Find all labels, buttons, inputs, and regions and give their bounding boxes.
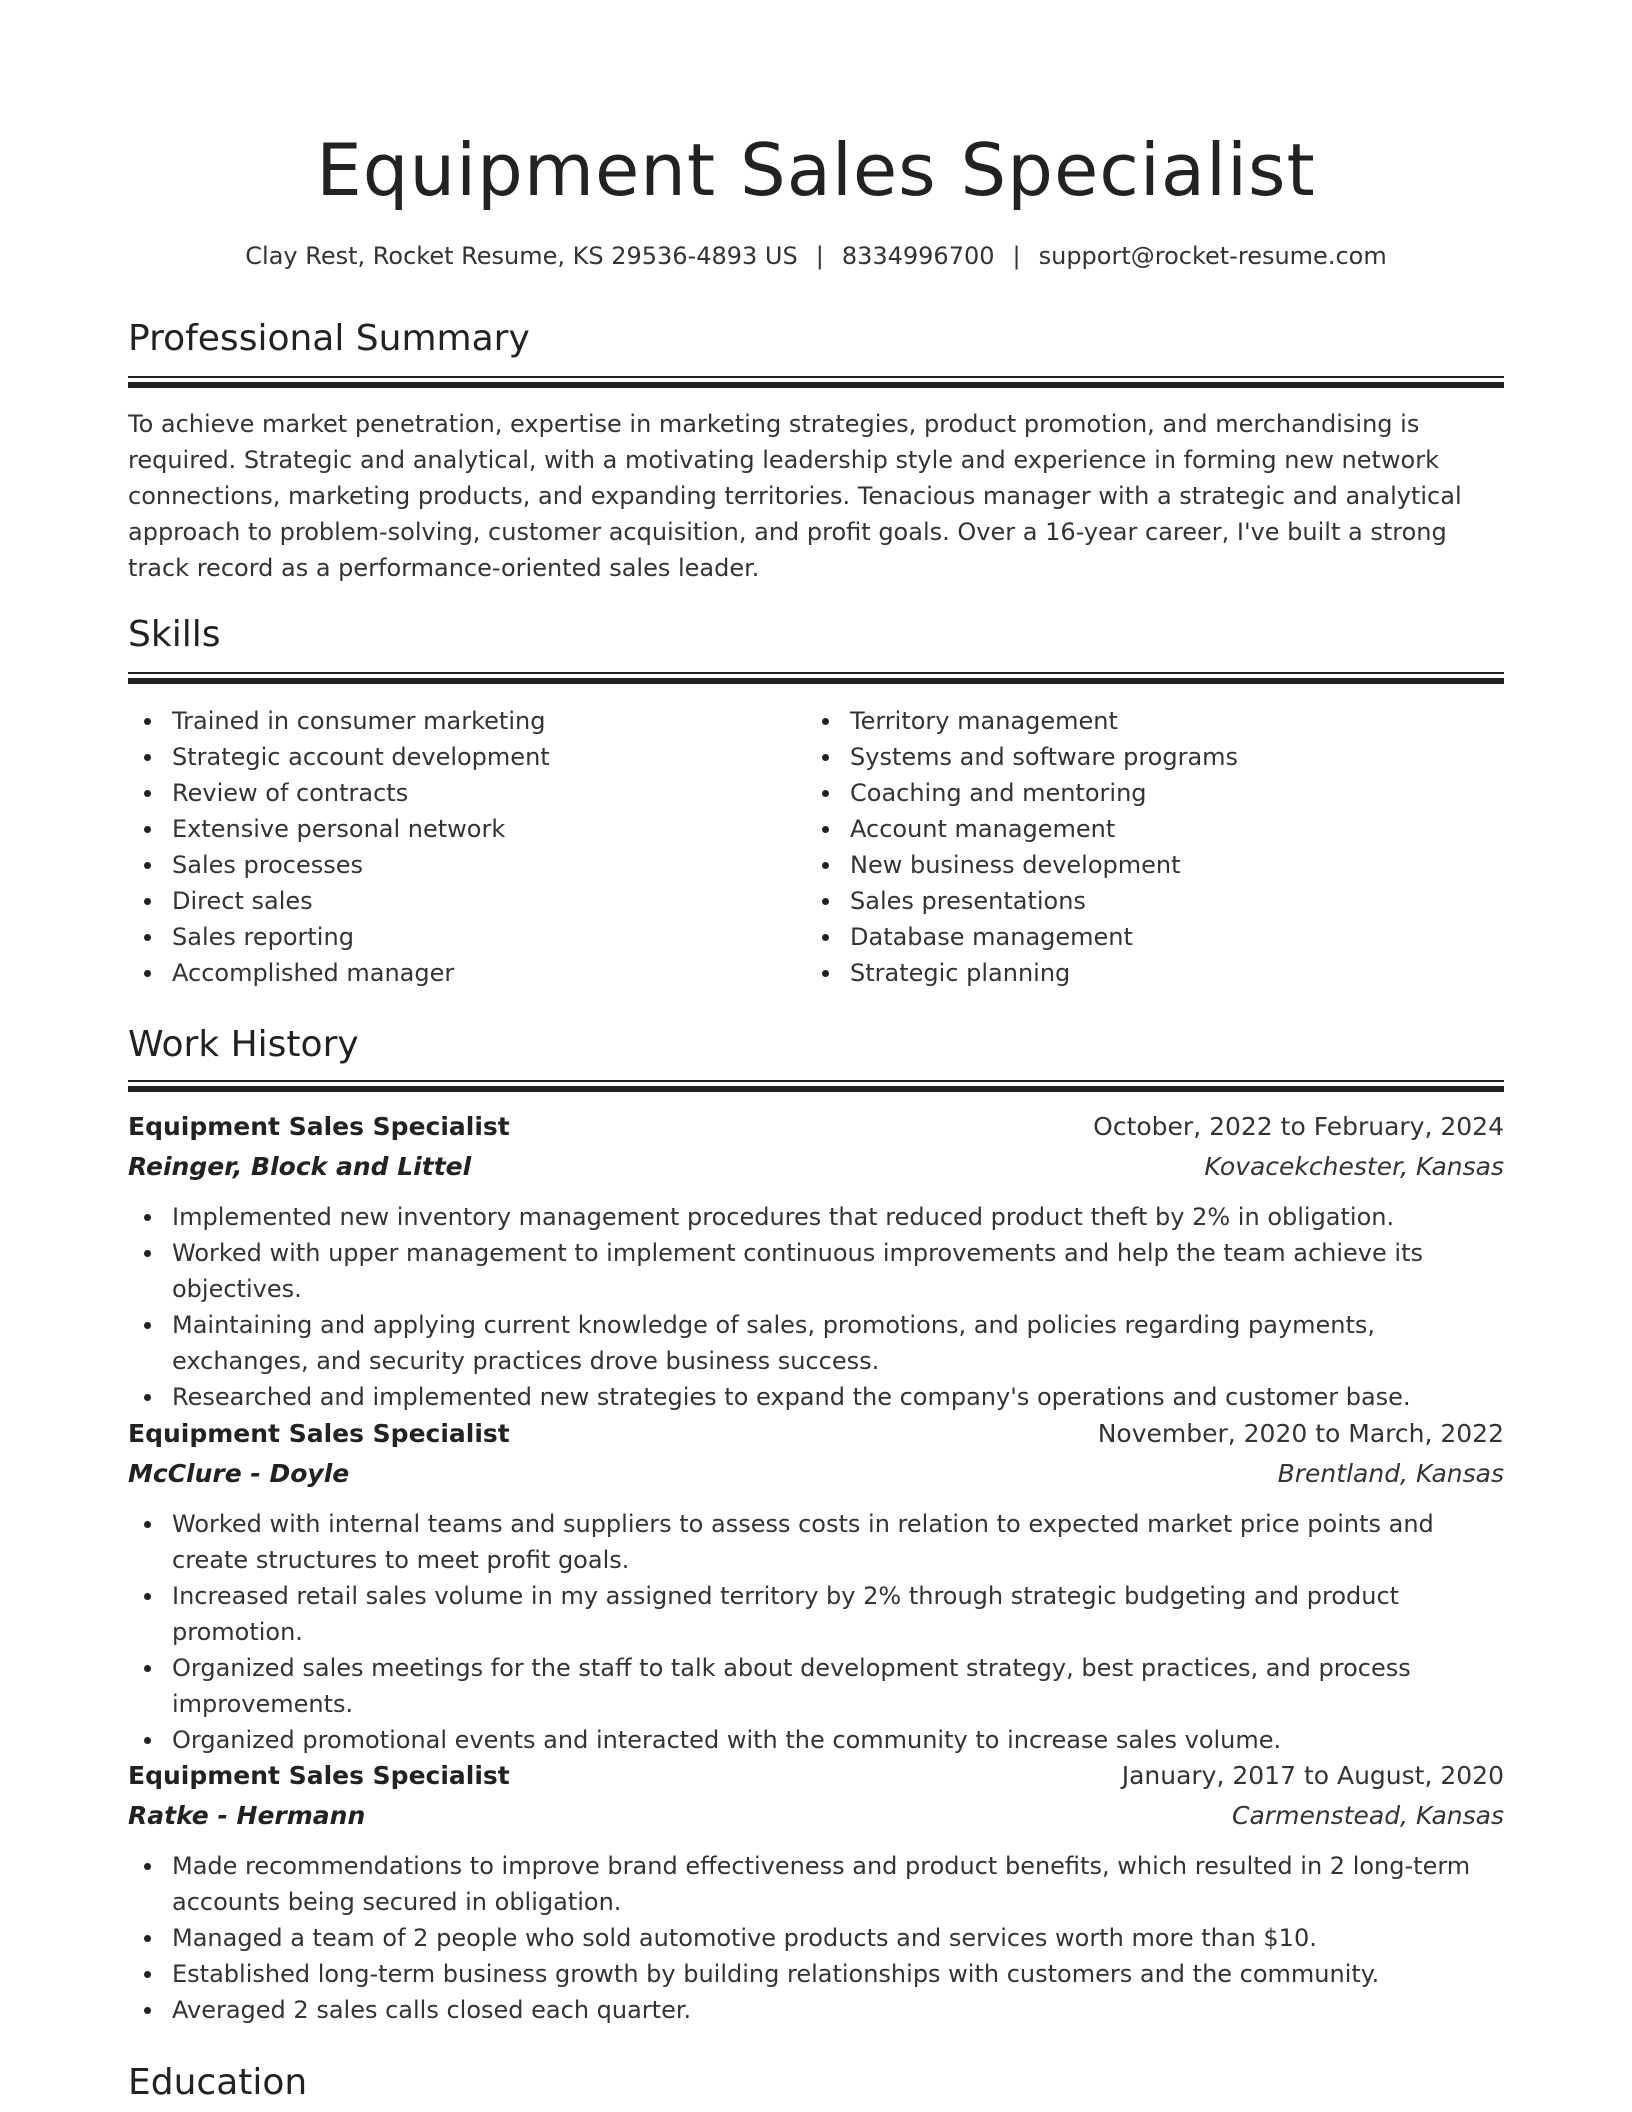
skill-item: New business development <box>806 847 1446 883</box>
job-title: Equipment Sales Specialist <box>128 1761 510 1790</box>
skill-item: Territory management <box>806 703 1446 739</box>
job-title: Equipment Sales Specialist <box>128 1419 510 1448</box>
skill-item: Sales reporting <box>128 919 768 955</box>
skills-right-column <box>806 703 1446 991</box>
job-bullet: Researched and implemented new strategies to expand the company's operations and customer base. <box>128 1379 1504 1415</box>
skill-item: Coaching and mentoring <box>806 775 1446 811</box>
job-title: Equipment Sales Specialist <box>128 1112 510 1141</box>
job-bullet: Made recommendations to improve brand effectiveness and product benefits, which resulted in 2 long-term accounts being secured in obligation. <box>128 1848 1504 1920</box>
job-bullet: Established long-term business growth by building relationships with customers and the community. <box>128 1956 1504 1992</box>
job-entry <box>128 1756 1504 2028</box>
resume-title: Equipment Sales Specialist <box>316 128 1316 212</box>
summary-heading: Professional Summary <box>128 318 530 359</box>
contact-separator: | <box>815 242 824 270</box>
job-location: Carmenstead, Kansas <box>1232 1801 1504 1830</box>
job-bullet: Organized promotional events and interacted with the community to increase sales volume. <box>128 1722 1504 1758</box>
skill-item: Extensive personal network <box>128 811 768 847</box>
summary-divider <box>128 376 1504 388</box>
skill-item: Account management <box>806 811 1446 847</box>
job-bullet: Managed a team of 2 people who sold automotive products and services worth more than $10. <box>128 1920 1504 1956</box>
skill-item: Sales processes <box>128 847 768 883</box>
work-history-divider <box>128 1080 1504 1092</box>
skills-left-column <box>128 703 768 991</box>
skill-item: Direct sales <box>128 883 768 919</box>
work-history-heading: Work History <box>128 1024 359 1065</box>
job-bullet: Maintaining and applying current knowledge of sales, promotions, and policies regarding payments, exchanges, and security practices drove business success. <box>128 1307 1504 1379</box>
skill-item: Sales presentations <box>806 883 1446 919</box>
skill-item: Strategic planning <box>806 955 1446 991</box>
skills-divider <box>128 672 1504 684</box>
job-bullet: Worked with upper management to implement continuous improvements and help the team achieve its objectives. <box>128 1235 1504 1307</box>
job-location: Kovacekchester, Kansas <box>1204 1152 1504 1181</box>
job-company: Ratke - Hermann <box>128 1801 366 1830</box>
contact-line <box>128 236 1504 276</box>
skill-item: Systems and software programs <box>806 739 1446 775</box>
job-bullet: Worked with internal teams and suppliers to assess costs in relation to expected market price points and create structures to meet profit goals. <box>128 1506 1504 1578</box>
job-bullet: Implemented new inventory management procedures that reduced product theft by 2% in obligation. <box>128 1199 1504 1235</box>
contact-address: Clay Rest, Rocket Resume, KS 29536-4893 US <box>245 242 798 270</box>
job-entry <box>128 1414 1504 1758</box>
job-company: McClure - Doyle <box>128 1459 350 1488</box>
job-entry <box>128 1107 1504 1415</box>
skill-item: Trained in consumer marketing <box>128 703 768 739</box>
skill-item: Strategic account development <box>128 739 768 775</box>
skill-item: Database management <box>806 919 1446 955</box>
job-company: Reinger, Block and Littel <box>128 1152 472 1181</box>
job-bullet: Organized sales meetings for the staff to talk about development strategy, best practices, and process improvements. <box>128 1650 1504 1722</box>
contact-email: support@rocket-resume.com <box>1038 242 1387 270</box>
skills-heading: Skills <box>128 614 221 655</box>
job-dates: October, 2022 to February, 2024 <box>1093 1112 1504 1141</box>
job-dates: November, 2020 to March, 2022 <box>1097 1419 1504 1448</box>
summary-text: To achieve market penetration, expertise in marketing strategies, product promotion, and merchandising is required. Strategic and analytical, with a motivating leadership style and experience in forming new network connections, marketing products, and expanding territories. Tenacious manager with a strategic and analytical approach to problem-solving, customer acquisition, and profit goals. Over a 16-year career, I've built a strong track record as a performance-oriented sales leader. <box>128 410 1462 582</box>
skill-item: Review of contracts <box>128 775 768 811</box>
contact-phone: 8334996700 <box>841 242 995 270</box>
education-heading: Education <box>128 2062 308 2103</box>
skill-item: Accomplished manager <box>128 955 768 991</box>
contact-separator: | <box>1012 242 1021 270</box>
job-bullet: Averaged 2 sales calls closed each quarter. <box>128 1992 1504 2028</box>
job-dates: January, 2017 to August, 2020 <box>1121 1761 1504 1790</box>
job-location: Brentland, Kansas <box>1277 1459 1504 1488</box>
job-bullet: Increased retail sales volume in my assigned territory by 2% through strategic budgeting and product promotion. <box>128 1578 1504 1650</box>
